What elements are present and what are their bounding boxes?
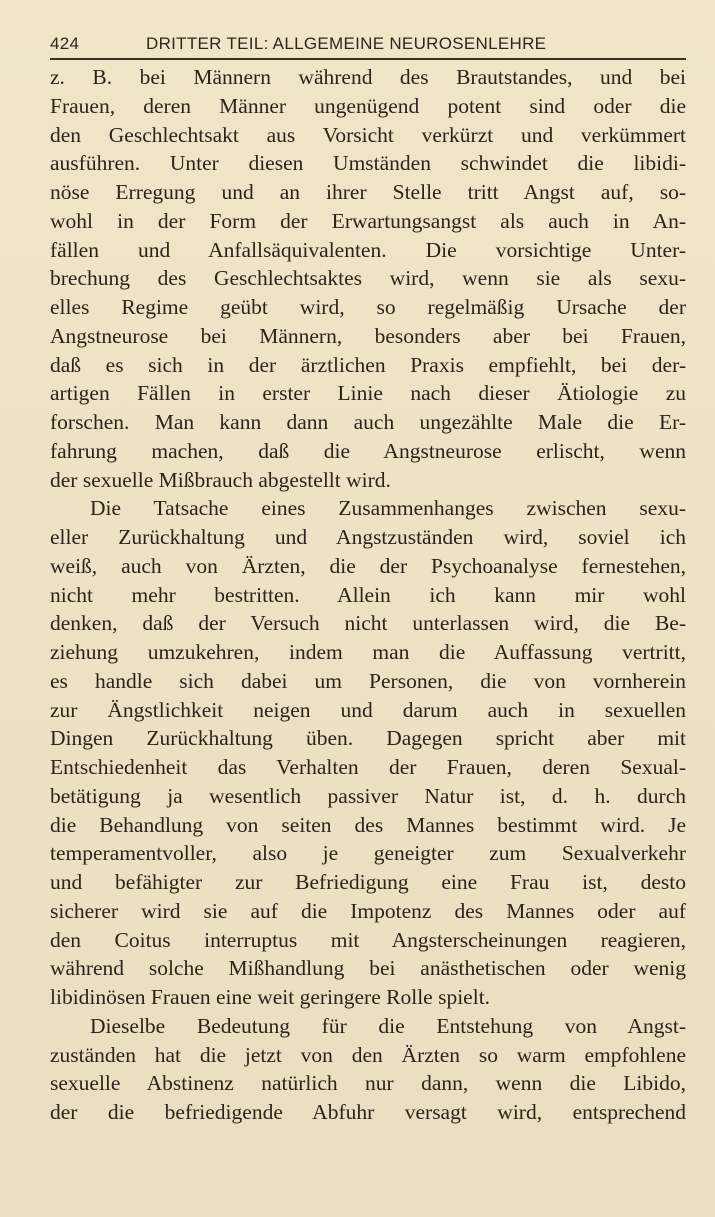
- text-line: während solche Mißhandlung bei anästhetischen oder wenig: [50, 956, 686, 981]
- text-line: sexuelle Abstinenz natürlich nur dann, wenn die Libido,: [50, 1071, 686, 1096]
- text-line: sicherer wird sie auf die Impotenz des Mannes oder auf: [50, 898, 686, 923]
- text-line: nöse Erregung und an ihrer Stelle tritt Angst auf, so-: [50, 180, 686, 204]
- running-head: DRITTER TEIL: ALLGEMEINE NEUROSENLEHRE: [146, 34, 547, 53]
- text-line: Dieselbe Bedeutung für die Entstehung von Angst-: [90, 1013, 686, 1038]
- text-line: den Geschlechtsakt aus Vorsicht verkürzt und verkümmert: [50, 122, 686, 147]
- text-line: Frauen, deren Männer ungenügend potent sind oder die: [50, 93, 686, 118]
- text-line: eller Zurückhaltung und Angstzuständen wird, soviel ich: [50, 525, 686, 549]
- body-text: [50, 63, 686, 1127]
- text-line: zur Ängstlichkeit neigen und darum auch in sexuellen: [50, 697, 686, 722]
- text-line: zuständen hat die jetzt von den Ärzten so warm empfohlene: [50, 1042, 686, 1067]
- text-line: libidinösen Frauen eine weit geringere Rolle spielt.: [50, 985, 491, 1009]
- text-line: betätigung ja wesentlich passiver Natur ist, d. h. durch: [50, 783, 686, 808]
- text-line: temperamentvoller, also je geneigter zum Sexualverkehr: [50, 841, 686, 866]
- text-line: brechung des Geschlechtsaktes wird, wenn sie als sexu-: [50, 266, 686, 291]
- text-line: es handle sich dabei um Personen, die von vornherein: [50, 668, 686, 693]
- text-line: daß es sich in der ärztlichen Praxis empfiehlt, bei der-: [50, 352, 686, 377]
- text-line: fällen und Anfallsäquivalenten. Die vorsichtige Unter-: [50, 237, 686, 262]
- page-header: [50, 34, 686, 58]
- paragraph-2: [50, 494, 686, 1012]
- text-line: den Coitus interruptus mit Angsterscheinungen reagieren,: [50, 927, 686, 952]
- text-line: elles Regime geübt wird, so regelmäßig Ursache der: [50, 295, 686, 319]
- text-line: ziehung umzukehren, indem man die Auffassung vertritt,: [50, 640, 686, 664]
- text-line: die Behandlung von seiten des Mannes bestimmt wird. Je: [50, 812, 686, 837]
- text-line: z. B. bei Männern während des Brautstandes, und bei: [50, 65, 686, 89]
- paragraph-1: [50, 63, 686, 494]
- text-line: Die Tatsache eines Zusammenhanges zwischen sexu-: [90, 496, 686, 521]
- text-line: artigen Fällen in erster Linie nach dieser Ätiologie zu: [50, 381, 686, 406]
- text-line: denken, daß der Versuch nicht unterlassen wird, die Be-: [50, 611, 686, 636]
- text-line: forschen. Man kann dann auch ungezählte Male die Er-: [50, 410, 686, 434]
- page-number: 424: [50, 34, 80, 53]
- text-line: nicht mehr bestritten. Allein ich kann mir wohl: [50, 582, 686, 607]
- text-line: ausführen. Unter diesen Umständen schwindet die libidi-: [50, 151, 686, 176]
- paragraph-3: [50, 1012, 686, 1127]
- text-line: wohl in der Form der Erwartungsangst als auch in An-: [50, 208, 686, 233]
- text-line: Dingen Zurückhaltung üben. Dagegen spricht aber mit: [50, 726, 686, 751]
- text-line: weiß, auch von Ärzten, die der Psychoanalyse fernestehen,: [50, 553, 686, 578]
- text-line: und befähigter zur Befriedigung eine Frau ist, desto: [50, 870, 686, 894]
- header-rule: [50, 58, 686, 60]
- text-line: der sexuelle Mißbrauch abgestellt wird.: [50, 467, 391, 492]
- text-line: Entschiedenheit das Verhalten der Frauen, deren Sexual-: [50, 755, 686, 779]
- text-line: Angstneurose bei Männern, besonders aber bei Frauen,: [50, 323, 686, 348]
- text-line: der die befriedigende Abfuhr versagt wird, entsprechend: [50, 1100, 686, 1124]
- text-line: fahrung machen, daß die Angstneurose erlischt, wenn: [50, 438, 686, 463]
